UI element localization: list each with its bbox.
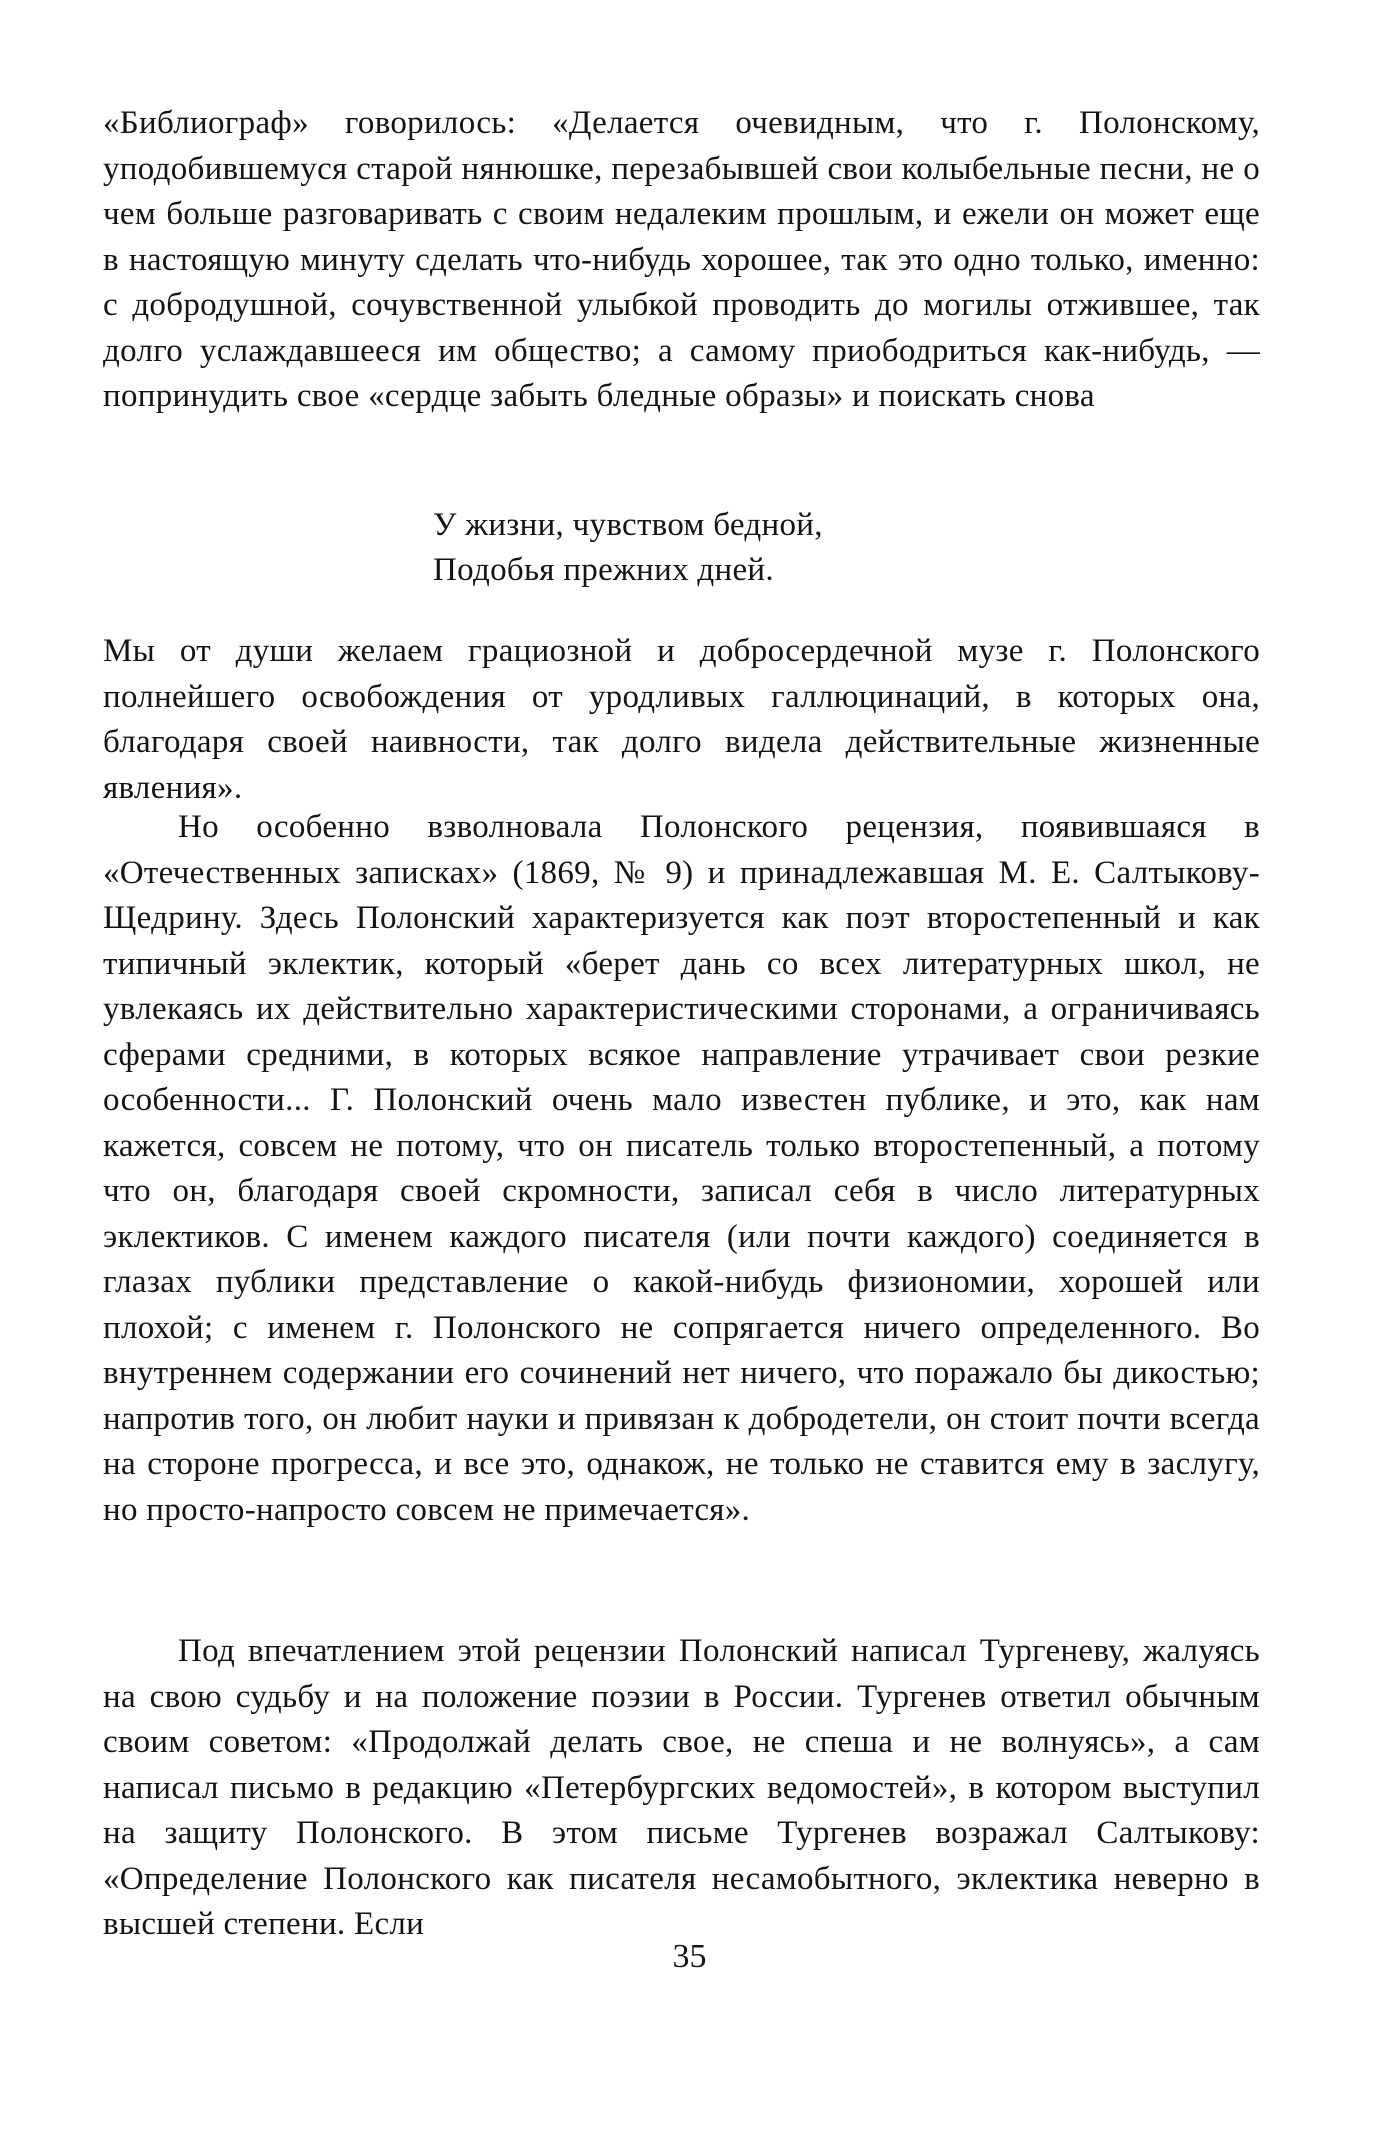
paragraph-saltykov-review — [103, 805, 1260, 1533]
paragraph-bibliograf-quote — [103, 101, 1260, 420]
paragraph-text: Под впечатлением этой рецензии Полонский написал Тургеневу, жалуясь на свою судьбу и на положение поэзии в России. Тургенев ответил обычным своим советом: «Продолжай делать свое, не спеша и не волнуясь», а сам написал письмо в редакцию «Петербургских ведомостей», в котором выступил на защиту Полонского. В этом письме Тургенев возражал Салтыкову: «Определение Полонского как писателя несамобытного, эклектика неверно в высшей степени. Если — [103, 1633, 1260, 1942]
verse-line: Подобья прежних дней. — [433, 552, 774, 588]
verse-line: У жизни, чувством бедной, — [433, 507, 823, 543]
page-number: 35 — [672, 1938, 707, 1975]
paragraph-muse-wish — [103, 629, 1260, 811]
paragraph-text: «Библиограф» говорилось: «Делается очевидным, что г. Полонскому, уподобившемуся старой нянюшке, перезабывшей свои колыбельные песни, не о чем больше разговаривать с своим недалеким прошлым, и ежели он может еще в настоящую минуту сделать что-нибудь хорошее, так это одно только, именно: с добродушной, сочувственной улыбкой проводить до могилы отжившее, так долго услаждавшееся им общество; а самому приободриться как-нибудь, — попринудить свое «сердце забыть бледные образы» и поискать снова — [103, 105, 1260, 414]
paragraph-text: Но особенно взволновала Полонского рецензия, появившаяся в «Отечественных записках» (1869, № 9) и принадлежавшая М. Е. Салтыкову-Щедрину. Здесь Полонский характеризуется как поэт второстепенный и как типичный эклектик, который «берет дань со всех литературных школ, не увлекаясь их действительно характеристическими сторонами, а ограничиваясь сферами средними, в которых всякое направление утрачивает свои резкие особенности... Г. Полонский очень мало известен публике, и это, как нам кажется, совсем не потому, что он писатель только второстепенный, а потому что он, благодаря своей скромности, записал себя в число литературных эклектиков. С именем каждого писателя (или почти каждого) соединяется в глазах публики представление о какой-нибудь физиономии, хорошей или плохой; с именем г. Полонского не сопрягается ничего определенного. Во внутреннем содержании его сочинений нет ничего, что поражало бы дикостью; напротив того, он любит науки и привязан к добродетели, он стоит почти всегда на стороне прогресса, и все это, однакож, не только не ставится ему в заслугу, но просто-напросто совсем не примечается». — [103, 809, 1260, 1528]
paragraph-text: Мы от души желаем грациозной и добросердечной музе г. Полонского полнейшего освобождения от уродливых галлюцинаций, в которых она, благодаря своей наивности, так долго видела действительные жизненные явления». — [103, 633, 1260, 806]
verse-quote — [433, 503, 823, 593]
paragraph-turgenev-letter — [103, 1629, 1260, 1948]
